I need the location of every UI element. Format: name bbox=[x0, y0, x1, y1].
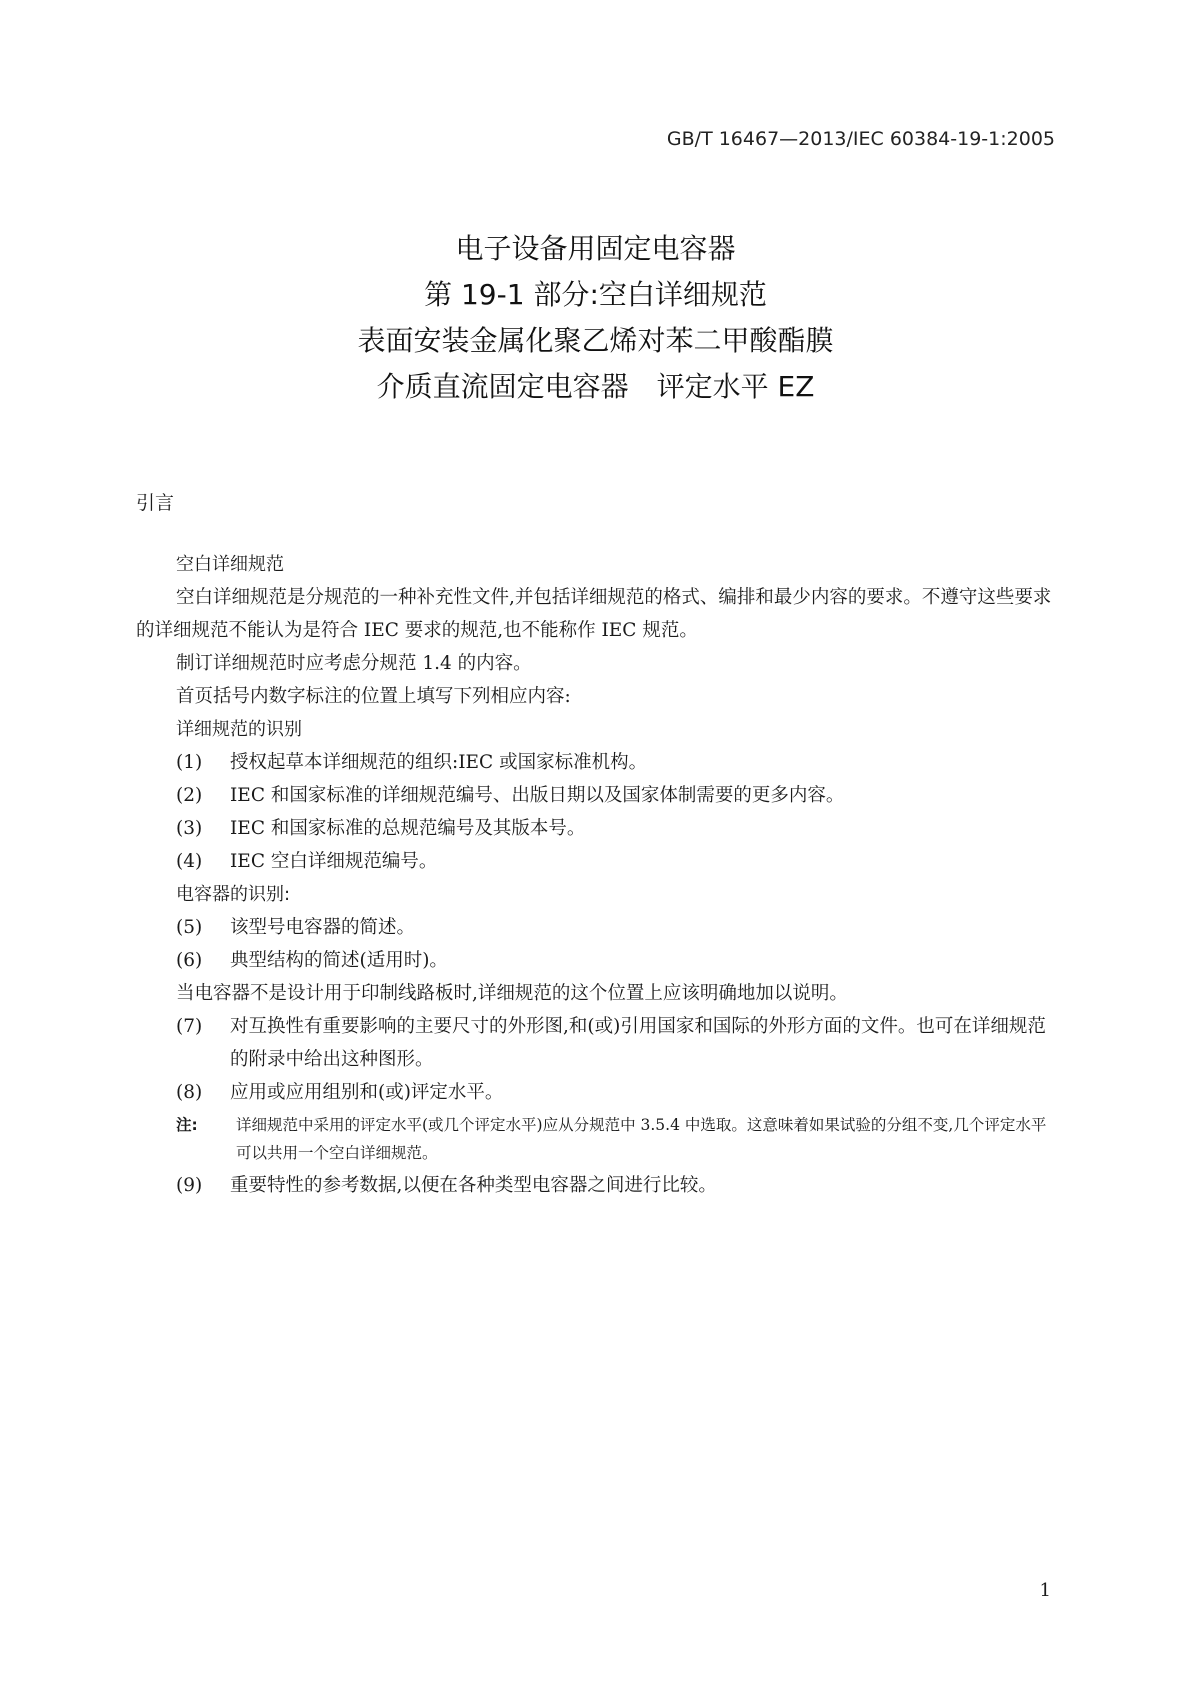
item-number: (1) bbox=[176, 752, 203, 773]
id-heading: 详细规范的识别 bbox=[176, 719, 302, 740]
list-item bbox=[136, 812, 1056, 845]
item-number: (3) bbox=[176, 818, 203, 839]
list-item bbox=[136, 779, 1056, 812]
paragraph: 制订详细规范时应考虑分规范 1.4 的内容。 bbox=[176, 653, 532, 674]
intro-content bbox=[136, 548, 1056, 1202]
note bbox=[136, 1111, 1056, 1167]
document-title bbox=[0, 226, 1191, 410]
item-number: (6) bbox=[176, 950, 203, 971]
item-number: (2) bbox=[176, 785, 203, 806]
list-item bbox=[136, 944, 1056, 977]
capacitor-id-heading: 电容器的识别: bbox=[176, 884, 291, 905]
standard-code: GB/T 16467—2013/IEC 60384-19-1:2005 bbox=[666, 128, 1055, 150]
list-item bbox=[136, 1169, 1056, 1202]
paragraph: 当电容器不是设计用于印制线路板时,详细规范的这个位置上应该明确地加以说明。 bbox=[176, 983, 848, 1004]
list-item bbox=[136, 911, 1056, 944]
list-item bbox=[136, 1076, 1056, 1109]
paragraph: 空白详细规范是分规范的一种补充性文件,并包括详细规范的格式、编排和最少内容的要求。不遵守这些要求的详细规范不能认为是符合 IEC 要求的规范,也不能称作 IEC 规范。 bbox=[136, 587, 1052, 641]
note-label: 注: bbox=[176, 1116, 198, 1134]
item-text: 重要特性的参考数据,以便在各种类型电容器之间进行比较。 bbox=[230, 1175, 717, 1196]
item-number: (5) bbox=[176, 917, 203, 938]
item-text: IEC 空白详细规范编号。 bbox=[230, 851, 438, 872]
title-line-1: 电子设备用固定电容器 bbox=[455, 232, 736, 265]
title-line-2: 第 19-1 部分:空白详细规范 bbox=[424, 278, 767, 311]
intro-heading: 引言 bbox=[136, 492, 175, 514]
item-number: (7) bbox=[176, 1016, 203, 1037]
item-text: 应用或应用组别和(或)评定水平。 bbox=[230, 1082, 504, 1103]
item-number: (9) bbox=[176, 1175, 203, 1196]
item-text: 对互换性有重要影响的主要尺寸的外形图,和(或)引用国家和国际的外形方面的文件。也可在详细规范的附录中给出这种图形。 bbox=[230, 1016, 1046, 1070]
title-line-3: 表面安装金属化聚乙烯对苯二甲酸酯膜 bbox=[357, 324, 834, 357]
blank-spec-heading: 空白详细规范 bbox=[176, 554, 284, 575]
item-number: (8) bbox=[176, 1082, 203, 1103]
page-number: 1 bbox=[1039, 1580, 1051, 1601]
paragraph: 首页括号内数字标注的位置上填写下列相应内容: bbox=[176, 686, 571, 707]
item-text: IEC 和国家标准的详细规范编号、出版日期以及国家体制需要的更多内容。 bbox=[230, 785, 845, 806]
list-item bbox=[136, 1010, 1056, 1076]
note-text: 详细规范中采用的评定水平(或几个评定水平)应从分规范中 3.5.4 中选取。这意味着如果试验的分组不变,几个评定水平可以共用一个空白详细规范。 bbox=[236, 1116, 1047, 1162]
list-item bbox=[136, 845, 1056, 878]
item-text: IEC 和国家标准的总规范编号及其版本号。 bbox=[230, 818, 586, 839]
item-text: 典型结构的简述(适用时)。 bbox=[230, 950, 448, 971]
item-number: (4) bbox=[176, 851, 203, 872]
list-item bbox=[136, 746, 1056, 779]
title-line-4: 介质直流固定电容器 评定水平 EZ bbox=[376, 370, 815, 403]
item-text: 授权起草本详细规范的组织:IEC 或国家标准机构。 bbox=[230, 752, 648, 773]
item-text: 该型号电容器的简述。 bbox=[230, 917, 416, 938]
